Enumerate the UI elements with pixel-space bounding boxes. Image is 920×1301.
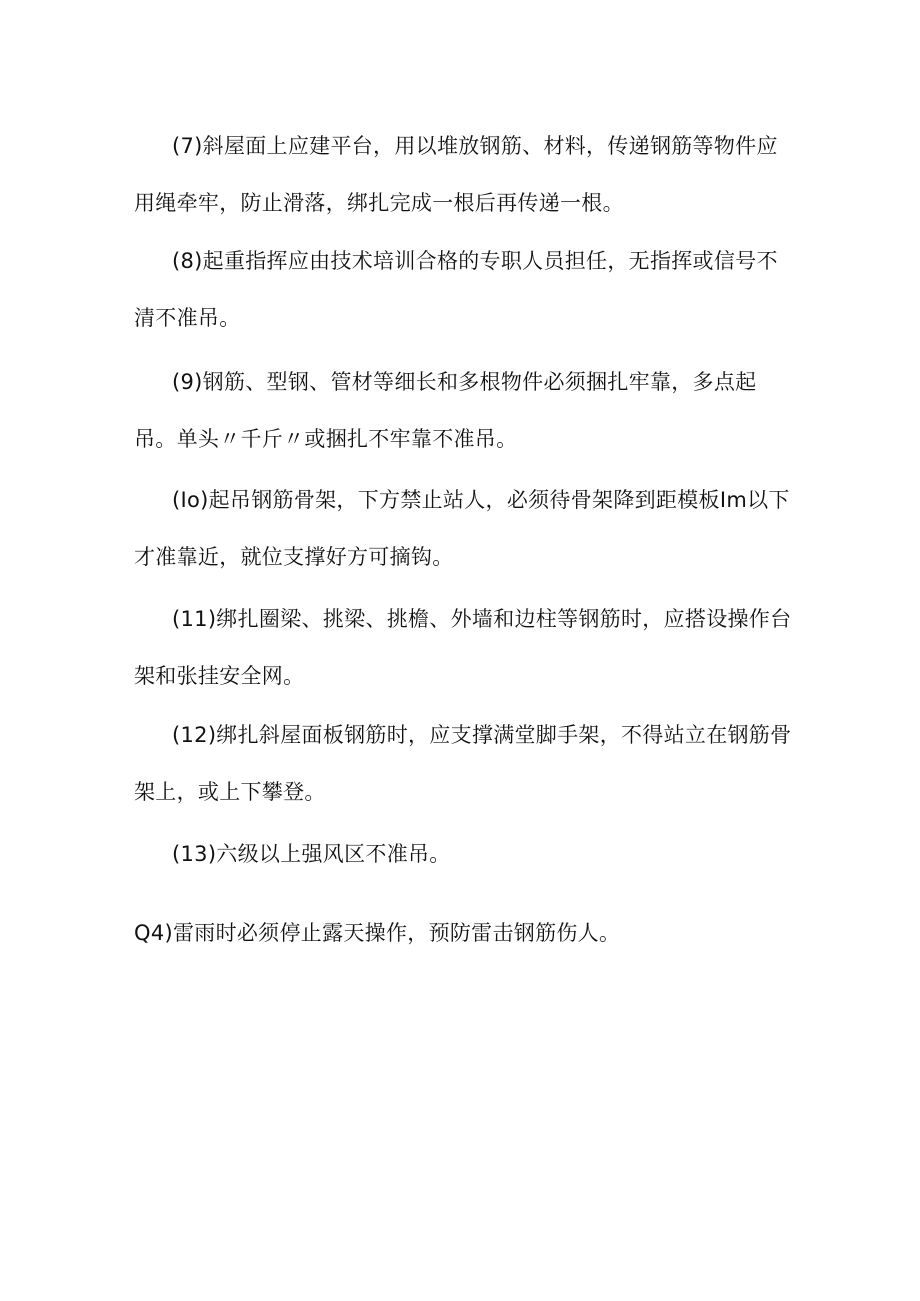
- paragraph-13: (13)六级以上强风区不准吊。: [172, 842, 451, 866]
- paragraph-8: (8)起重指挥应由技术培训合格的专职人员担任，无指挥或信号不清不准吊。: [134, 249, 778, 330]
- paragraph-10: (Io)起吊钢筋骨架，下方禁止站人，必须待骨架降到距模板Im以下才准靠近，就位支撑好方可摘钩。: [134, 488, 790, 569]
- paragraph-12: (12)绑扎斜屋面板钢筋时，应支撑满堂脚手架，不得站立在钢筋骨架上，或上下攀登。: [134, 723, 792, 804]
- paragraph-7: (7)斜屋面上应建平台，用以堆放钢筋、材料，传递钢筋等物件应用绳牵牢，防止滑落，绑扎完成一根后再传递一根。: [134, 134, 778, 215]
- paragraph-14: Q4)雷雨时必须停止露天操作，预防雷击钢筋伤人。: [134, 921, 621, 945]
- paragraph-11: (11)绑扎圈梁、挑梁、挑檐、外墙和边柱等钢筋时，应搭设操作台架和张挂安全网。: [134, 607, 792, 688]
- paragraph-9: (9)钢筋、型钢、管材等细长和多根物件必须捆扎牢靠，多点起吊。单头〃千斤〃或捆扎不牢靠不准吊。: [134, 370, 757, 451]
